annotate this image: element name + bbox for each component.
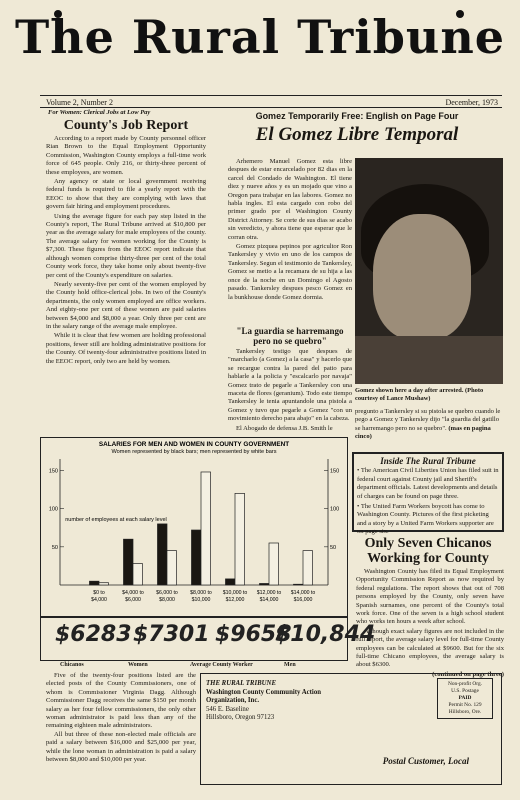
bar-women (191, 530, 201, 585)
tally-labels (40, 662, 348, 672)
x-tick-label: $10,000 (191, 597, 211, 603)
county-kicker: For Women: Clerical Jobs at Low Pay (48, 109, 151, 116)
county-paragraph: Any agency or state or local government receiving federal funds is required to file a yearly report with the EEOC to show that they are complying with laws that govern fair hiring and employment procedures. (46, 178, 206, 211)
x-tick-label: $12,000 to (256, 590, 282, 596)
return-address (206, 680, 346, 723)
chicanos-paragraph: Washington County has filed its Equal Employment Opportunity Commission Report as now required by federal regulations. The report shows that out of 708 persons employed by the County, only seven have Spanish surnames, one percent of the County's total work force. One of the seven is a high school student who works ten hours a week after school. (356, 568, 504, 626)
county-paragraph: Nearly seventy-five per cent of the women employed by the County hold office-clerical jobs. In two of the County's departments, the only women employed are office workers. And eighty-one per cent of these women are paid salaries between $4,000 and $8,000 a year. Only three per cent are in the salary range of the average male employee. (46, 280, 206, 330)
x-tick-label: $4,000 (91, 597, 107, 603)
gomez-subhead: "La guardia se harremango pero no se quebro" (236, 326, 344, 346)
bar-women (157, 524, 167, 585)
county-headline: County's Job Report (63, 118, 189, 133)
tally-amount: $10,844 (275, 622, 376, 647)
county-article (46, 135, 206, 367)
gomez-paragraph: El Abogado de defensa J.B. Smith le (236, 424, 333, 432)
county-paragraph: According to a report made by County personnel officer Rian Brown to the Equal Employment Opportunity Commission, Washington County employs a full-time work force of 645 people. Only 216, or thirty-three percent of these employees, are women. (46, 135, 206, 176)
postage-line: Hillsboro, Ore. (448, 709, 482, 715)
bar-men (303, 551, 313, 585)
bar-women (259, 583, 269, 585)
masthead-title: The Rural Tribune (14, 10, 506, 64)
y-tick-label: 100 (48, 506, 58, 513)
x-tick-label: $4,000 to (122, 590, 144, 596)
tally-label: Women (128, 662, 148, 668)
inside-box (352, 452, 504, 536)
county-paragraph: While it is clear that few women are holding professional positions, fewer still are holding administrative positions for the County. Of twenty-four administrative positions listed in the EEOC report, only two are held by women. (46, 332, 206, 365)
y-tick-label: 150 (330, 468, 340, 475)
inside-item: • The United Farm Workers boycott has come to Washington County. Pictures of the first picketing and a story by a United Farm Workers supporter are on page six. (357, 503, 494, 536)
tally-amount: $7301 (133, 622, 210, 647)
bar-women (225, 579, 235, 585)
inside-title: Inside The Rural Tribune (380, 456, 476, 466)
tally-label: Men (284, 662, 296, 668)
masthead-rule-bottom (40, 107, 502, 108)
chicanos-paragraph: Although exact salary figures are not included in the full report, the average salary level for full-time County employees can be calculated at $9600. But for the six full-time Chicano employees, the average salary is about $6300. (356, 627, 504, 669)
photo-caption: Gomez shown here a day after arrested. (Photo courtesy of Lance Mushaw) (355, 387, 484, 402)
bar-women (89, 581, 99, 585)
x-tick-label: $8,000 to (190, 590, 212, 596)
postage-line: Permit No. 129 (448, 702, 482, 708)
x-tick-label: $14,000 (259, 597, 279, 603)
bar-men (167, 551, 177, 585)
mailer-org: Washington County Community Action Organization, Inc. (206, 688, 322, 704)
postage-line: Non-profit Org. (447, 681, 483, 687)
x-tick-label: $0 to (93, 590, 105, 596)
women-officials-article (46, 672, 196, 764)
mailer-publication: THE RURAL TRIBUNE (206, 680, 276, 687)
x-tick-label: $14,000 to (290, 590, 316, 596)
y-tick-label: 150 (48, 468, 58, 475)
x-tick-label: $10,000 to (222, 590, 248, 596)
mailing-panel (200, 670, 504, 785)
gomez-continuation-text: pregunto a Tankersley si su pistola se quebro cuando le pego a Gomez y Tankersley dijo "la guardia del gatillo se harremango pero no se quebro". (355, 408, 501, 432)
tally-label: Average County Worker (190, 662, 253, 668)
tally-amount: $9658 (215, 622, 292, 647)
y-axis-label: number of employees at each salary level (65, 517, 167, 523)
chicanos-continued: (continued on page three) (432, 670, 504, 678)
mailer-street: 546 E. Baseline (206, 705, 249, 713)
y-tick-label: 50 (330, 544, 337, 551)
gomez-jump: (mas en pagina cinco) (355, 424, 491, 441)
bar-women (293, 584, 303, 585)
y-tick-label: 50 (51, 544, 58, 551)
bar-men (99, 583, 109, 585)
gomez-photo (355, 158, 503, 384)
x-tick-label: $12,000 (225, 597, 245, 603)
chicanos-headline: Only Seven Chicanos Working for County (364, 536, 492, 566)
x-tick-label: $6,000 to (156, 590, 178, 596)
gomez-continuation (355, 408, 505, 442)
gomez-article-b (228, 348, 352, 434)
salary-tally-strip (40, 617, 376, 661)
bar-men (133, 564, 143, 585)
postage-line: U.S. Postage (451, 688, 479, 694)
x-tick-label: $16,000 (293, 597, 313, 603)
issue-date: December, 1973 (445, 98, 498, 107)
volume-number: Volume 2, Number 2 (46, 98, 113, 107)
chart-title: SALARIES FOR MEN AND WOMEN IN COUNTY GOVERNMENT (98, 441, 290, 448)
chicanos-article (356, 568, 504, 680)
y-tick-label: 100 (330, 506, 340, 513)
salary-bar-chart (40, 437, 348, 617)
county-paragraph: Using the average figure for each pay step listed in the County's report, The Rural Tribune arrived at $10,800 per year as the average salary for male employees of the county. The average salary for women working for the County is $7,300. These figures from the EEOC report indicate that although women comprise thirty-three per cent of the total County work force, they take home only about twenty-five per cent of the County's expenditure on salaries. (46, 212, 206, 279)
gomez-paragraph: Gomez pizquea pepinos por agricultor Ron Tankersley y vivio en uno de los campos de Tankersley. Segun el testimonio de Tankersley, Gomez se metio a la recamara de su hija a las once de la noche en un Domingo el Agosto pasado. Tankersley despues pesco Gomez en la bunkhouse donde Gomez dormia. (228, 243, 352, 301)
postage-line: PAID (458, 695, 472, 701)
bar-men (201, 472, 211, 585)
mailer-city: Hillsboro, Oregon 97123 (206, 714, 275, 721)
gomez-headline: El Gomez Libre Temporal (255, 124, 459, 145)
inside-item: • The American Civil Liberties Union has filed suit in federal court against County jail and Sheriff's department officials. Latest developments and details of charges can be found on page three. (357, 467, 499, 500)
x-tick-label: $6,000 (125, 597, 141, 603)
gomez-article (228, 158, 352, 303)
officials-paragraph: Five of the twenty-four positions listed are the elected posts of the County Commissioners, one of whom is Commissioner Virginia Dagg. Although Commissioner Dagg receives the same $150 per month salary as her four fellow commissioners, the only other woman administrator is paid less than any of the remaining eighteen male administrators. (46, 672, 196, 730)
chart-subtitle: Women represented by black bars; men represented by white bars (111, 449, 277, 455)
officials-paragraph: All but three of these non-elected male officials are paid a salary between $16,000 and $25,000 per year, while the lone woman in administration is paid a salary between $8,000 and $10,000 per year. (46, 730, 196, 764)
postage-indicia (437, 678, 493, 719)
gomez-kicker: Gomez Temporarily Free: English on Page Four (255, 111, 459, 121)
tally-amount: $6283 (55, 622, 132, 647)
masthead-rule-top (40, 95, 502, 96)
postal-customer: Postal Customer, Local (382, 756, 469, 766)
gomez-paragraph: Tankersley testigo que despues de "marcharlo (a Gomez) a la casa" y hacerlo que se recargue contra la pared del patio para hablarle a la policia y "escalcarlo por navaja" Gomez trato de pegarle a Tankersley con una maceta de flores (geranium). Todo este tiempo Tankersley le tenia apuntandole una pistola a Gomez y tuvo que pegarle a Gomez "con un movimiento derecho para abajo" en la cabeza. (228, 348, 352, 423)
gomez-paragraph: Arhemero Manuel Gomez esta libre despues de estar encarcelado por 82 dias en la carcel del Condado de Washington. El tiene diez y nueve años y es un mojado que vino a Oregon para trabajar en las labores. Gomez no habla ingles. El esta cargado con robo del primer grado por el Washington County District Attorney. Se corte de sus dias se acabo sin veredicto, y ahora tiene que esperar que le corran otra. (228, 158, 352, 241)
bar-women (123, 539, 133, 585)
x-tick-label: $8,000 (159, 597, 175, 603)
bar-men (235, 493, 245, 585)
tally-label: Chicanos (60, 662, 84, 668)
bar-men (269, 543, 279, 585)
